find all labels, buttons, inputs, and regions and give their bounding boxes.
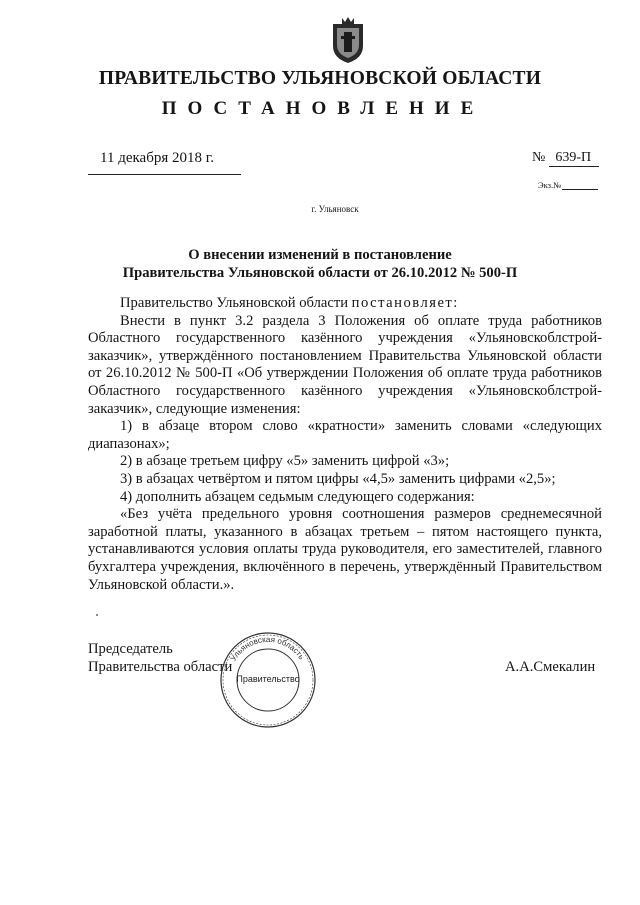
- subject-line-2: Правительства Ульяновской области от 26.10.2012 № 500-П: [122, 265, 518, 281]
- copy-blank: [562, 189, 598, 190]
- document-type: ПОСТАНОВЛЕНИЕ: [161, 98, 485, 119]
- copy-label: Экз.№: [538, 180, 562, 190]
- scan-speck: [96, 614, 98, 616]
- list-item: 3) в абзацах четвёртом и пятом цифры «4,5» заменить цифрами «2,5»;: [120, 470, 556, 487]
- subject-line-1: О внесении изменений в постановление: [188, 247, 452, 263]
- list-item: 1) в абзаце втором слово «кратности» заменить словами «следующих диапазонах»;: [88, 418, 602, 452]
- position-line-1: Председатель: [88, 641, 173, 657]
- decree-number: [532, 150, 599, 167]
- signatory-position: [88, 641, 232, 676]
- decree-body: [88, 295, 602, 594]
- intro-paragraph: [88, 295, 602, 313]
- government-name: ПРАВИТЕЛЬСТВО УЛЬЯНОВСКОЙ ОБЛАСТИ: [98, 68, 542, 89]
- decree-date: 11 декабря 2018 г.: [100, 150, 214, 166]
- main-paragraph: Внести в пункт 3.2 раздела 3 Положения об оплате труда работников Областного государственного казённого учреждения «Ульяновскоблстрой-заказчик», утверждённого постановлением Правительства Ульяновской области от 26.10.2012 № 500-П «Об утверждении Положения об оплате труда работников Областного государственного казённого учреждения «Ульяновскоблстрой-заказчик», следующие изменения:: [88, 312, 602, 417]
- quoted-paragraph: «Без учёта предельного уровня соотношения размеров среднемесячной заработной платы, указанного в абзацах третьем – пятом настоящего пункта, устанавливаются условия оплаты труда руководителя, его заместителей, главного бухгалтера учреждения, включённого в перечень, утверждённый Правительством Ульяновской области.».: [88, 506, 602, 593]
- signatory-name: А.А.Смекалин: [505, 659, 596, 675]
- list-item: 4) дополнить абзацем седьмым следующего содержания:: [120, 488, 475, 505]
- position-line-2: Правительства области: [88, 658, 233, 675]
- copy-number: [538, 180, 598, 190]
- coat-of-arms-icon: [331, 16, 365, 64]
- city: г. Ульяновск: [311, 204, 359, 214]
- date-underline: [88, 174, 241, 175]
- list-item: 2) в абзаце третьем цифру «5» заменить цифрой «3»;: [120, 453, 450, 470]
- decree-subject: [0, 246, 640, 282]
- number-sign: №: [532, 150, 546, 165]
- seal-ring-text: Ульяновская область: [228, 634, 307, 663]
- intro-text: Правительство Ульяновской области: [120, 295, 349, 311]
- intro-action: постановляет:: [351, 295, 459, 311]
- seal-center-text: Правительство: [236, 674, 300, 684]
- number-value: 639-П: [549, 150, 599, 167]
